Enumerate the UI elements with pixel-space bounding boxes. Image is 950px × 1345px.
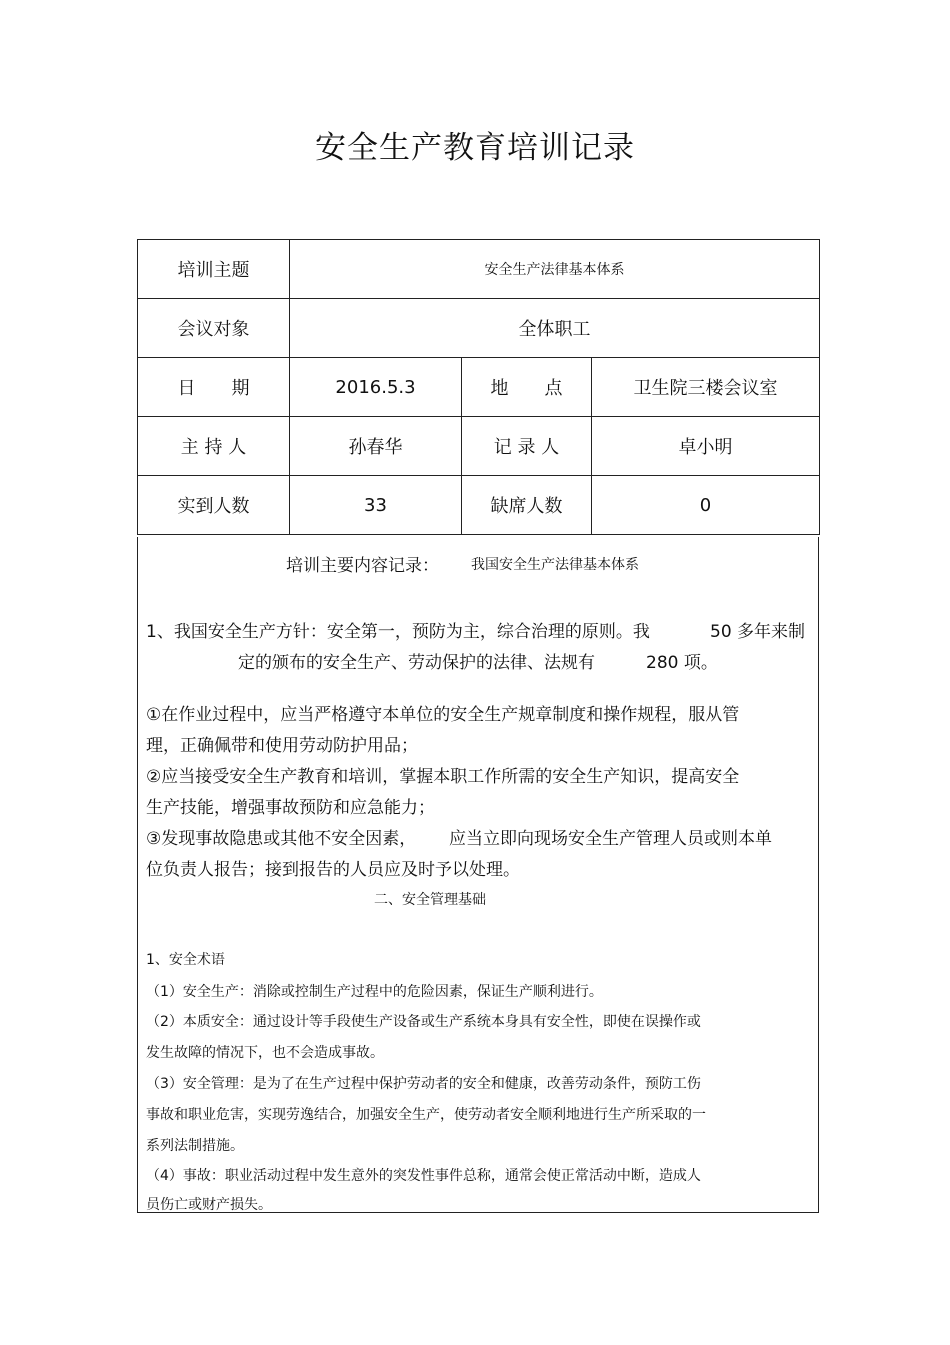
term-3-line-c: 系列法制措施。 (146, 1138, 244, 1154)
section-2-heading: 二、安全管理基础 (374, 892, 486, 908)
content-record-cell (137, 537, 819, 1213)
host-label: 主 持 人 (138, 417, 290, 476)
page-title: 安全生产教育培训记录 (315, 130, 635, 166)
policy-line-1a: 1、我国安全生产方针：安全第一，预防为主，综合治理的原则。我 (146, 622, 650, 642)
recorder-label: 记 录 人 (462, 417, 592, 476)
place-value: 卫生院三楼会议室 (592, 358, 820, 417)
topic-label: 培训主题 (138, 240, 290, 299)
audience-label: 会议对象 (138, 299, 290, 358)
item-2-line-a: ②应当接受安全生产教育和培训，掌握本职工作所需的安全生产知识，提高安全 (146, 767, 740, 787)
term-4-line-b: 员伤亡或财产损失。 (146, 1197, 272, 1213)
term-2-line-b: 发生故障的情况下，也不会造成事故。 (146, 1045, 384, 1061)
row-host-recorder (138, 417, 820, 476)
policy-line-1c: 定的颁布的安全生产、劳动保护的法律、法规有 (238, 653, 595, 673)
date-label: 日 期 (138, 358, 290, 417)
term-1: （1）安全生产：消除或控制生产过程中的危险因素，保证生产顺利进行。 (146, 984, 603, 1000)
policy-line-1d: 280 项。 (646, 653, 718, 673)
item-3-line-b: 应当立即向现场安全生产管理人员或则本单 (449, 829, 772, 849)
item-3-line-c: 位负责人报告；接到报告的人员应及时予以处理。 (146, 860, 520, 880)
row-topic (138, 240, 820, 299)
item-1-line-b: 理，正确佩带和使用劳动防护用品； (146, 736, 418, 756)
attend-value: 33 (290, 476, 462, 535)
row-date-place (138, 358, 820, 417)
row-audience (138, 299, 820, 358)
term-2-line-a: （2）本质安全：通过设计等手段使生产设备或生产系统本身具有安全性，即使在误操作或 (146, 1014, 701, 1030)
policy-line-1b: 50 多年来制 (710, 622, 806, 642)
terms-heading: 1、安全术语 (146, 952, 225, 968)
absent-value: 0 (592, 476, 820, 535)
item-3-line-a: ③发现事故隐患或其他不安全因素， (146, 829, 417, 849)
absent-label: 缺席人数 (462, 476, 592, 535)
term-3-line-b: 事故和职业危害，实现劳逸结合，加强安全生产，使劳动者安全顺利地进行生产所采取的一 (146, 1107, 706, 1123)
term-3-line-a: （3）安全管理：是为了在生产过程中保护劳动者的安全和健康，改善劳动条件，预防工伤 (146, 1076, 701, 1092)
date-value: 2016.5.3 (290, 358, 462, 417)
item-2-line-b: 生产技能，增强事故预防和应急能力； (146, 798, 435, 818)
row-attendance (138, 476, 820, 535)
recorder-value: 卓小明 (592, 417, 820, 476)
content-heading-value: 我国安全生产法律基本体系 (471, 557, 639, 573)
training-record-table (137, 239, 820, 535)
place-label: 地 点 (462, 358, 592, 417)
item-1-line-a: ①在作业过程中，应当严格遵守本单位的安全生产规章制度和操作规程，服从管 (146, 705, 740, 725)
host-value: 孙春华 (290, 417, 462, 476)
content-heading-label: 培训主要内容记录： (286, 556, 439, 576)
term-4-line-a: （4）事故：职业活动过程中发生意外的突发性事件总称，通常会使正常活动中断，造成人 (146, 1168, 701, 1184)
audience-value: 全体职工 (290, 299, 820, 358)
topic-value: 安全生产法律基本体系 (290, 240, 820, 299)
attend-label: 实到人数 (138, 476, 290, 535)
